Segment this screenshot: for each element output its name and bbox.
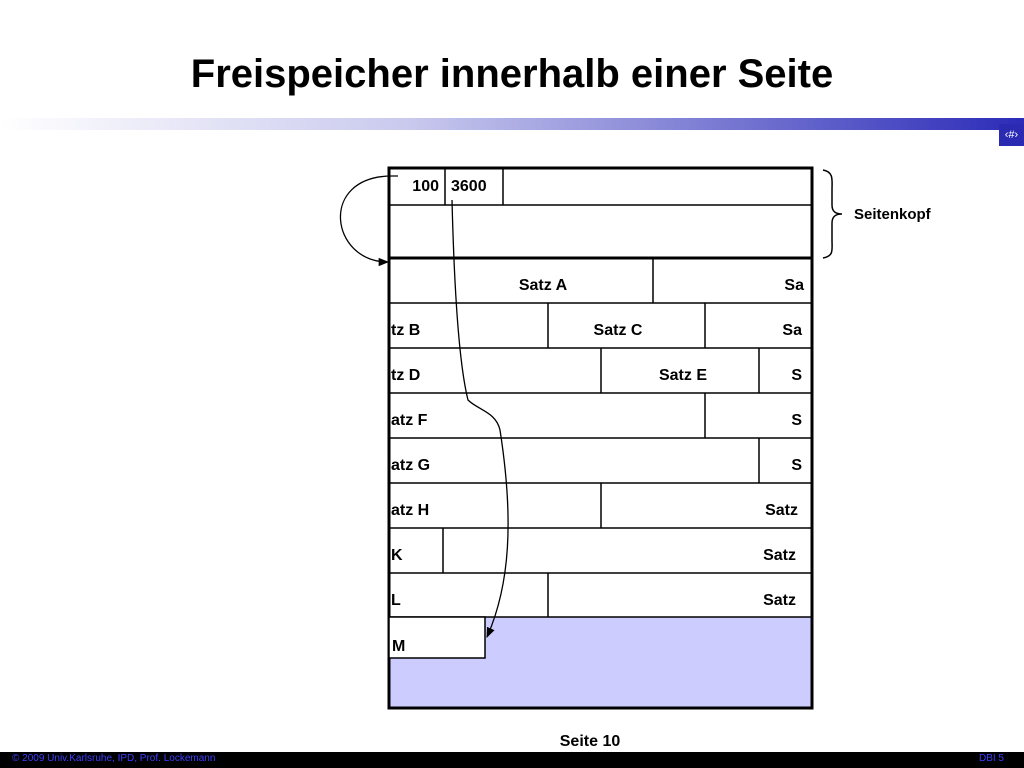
page-caption: Seite 10	[559, 733, 621, 750]
record-label: Sa	[784, 277, 804, 294]
free-space-pointer-arrow	[452, 200, 508, 637]
record-label: Satz A	[518, 277, 568, 294]
record-label: atz H	[391, 502, 430, 519]
record-label: Satz E	[658, 367, 708, 384]
slide-number-badge: ‹#›	[999, 124, 1024, 146]
header-label: Seitenkopf	[854, 206, 931, 223]
record-label: atz F	[391, 412, 428, 429]
footer-slide-id: DBI 5	[978, 753, 1004, 764]
record-label: M	[392, 638, 406, 655]
footer-copyright: © 2009 Univ.Karlsruhe, IPD, Prof. Lockemann	[12, 753, 216, 764]
record-label: S	[791, 367, 802, 384]
record-label: atz G	[391, 457, 431, 474]
record-label: Satz	[763, 592, 796, 609]
header-brace	[823, 170, 842, 258]
footer-bar	[0, 752, 1024, 768]
header-cell-offset: 100	[412, 178, 439, 195]
record-label: Satz C	[593, 322, 643, 339]
record-label: Satz	[763, 547, 796, 564]
record-label: Satz	[765, 502, 798, 519]
record-label: K	[391, 547, 403, 564]
record-label: L	[391, 592, 401, 609]
record-label: tz B	[391, 322, 421, 339]
record-label: S	[791, 412, 802, 429]
record-label: S	[791, 457, 802, 474]
record-label: Sa	[782, 322, 802, 339]
header-cell-free-size: 3600	[451, 178, 487, 195]
record-label: tz D	[391, 367, 421, 384]
page-title: Freispeicher innerhalb einer Seite	[190, 52, 834, 96]
